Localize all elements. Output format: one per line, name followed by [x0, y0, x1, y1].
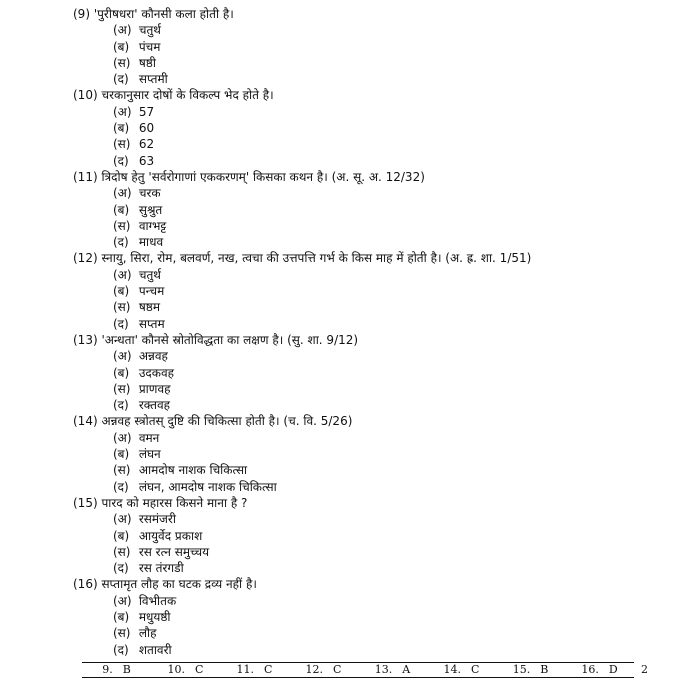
answer-letter: C	[333, 663, 342, 676]
option-text: 60	[138, 121, 155, 136]
option-b	[73, 609, 673, 625]
answer-key-item	[496, 663, 565, 677]
option-a	[73, 185, 673, 201]
option-label: (अ)	[113, 349, 132, 364]
option-label: (स)	[113, 463, 131, 478]
answer-key-item	[220, 663, 289, 677]
option-label: (अ)	[113, 593, 132, 608]
answer-key-item	[358, 663, 427, 677]
option-label: (अ)	[113, 512, 132, 527]
question-text: (14) अन्नवह स्त्रोतस् दुष्टि की चिकित्सा होती है। (च. वि. 5/26)	[73, 414, 353, 429]
option-text: माधव	[138, 235, 164, 250]
answer-letter: A	[402, 663, 411, 676]
option-c	[73, 381, 673, 397]
option-a	[73, 430, 673, 446]
answer-letter: C	[195, 663, 204, 676]
option-label: (ब)	[113, 284, 130, 299]
option-d	[73, 71, 673, 87]
option-b	[73, 283, 673, 299]
option-label: (स)	[113, 626, 131, 641]
question-14	[73, 413, 673, 494]
option-a	[73, 22, 673, 38]
option-label: (ब)	[113, 39, 130, 54]
answer-key-item	[565, 663, 634, 677]
option-label: (द)	[113, 642, 129, 657]
question-9	[73, 6, 673, 87]
answer-key-item	[427, 663, 496, 677]
option-label: (स)	[113, 218, 131, 233]
option-label: (द)	[113, 72, 129, 87]
option-label: (द)	[113, 398, 129, 413]
option-d	[73, 316, 673, 332]
question-text: (16) सप्तामृत लौह का घटक द्रव्य नहीं है।	[73, 577, 257, 592]
option-label: (स)	[113, 300, 131, 315]
option-c	[73, 625, 673, 641]
answer-letter: B	[540, 663, 549, 676]
option-c	[73, 544, 673, 560]
option-b	[73, 365, 673, 381]
answer-key-item	[82, 663, 151, 677]
answer-question-number: 9.	[102, 663, 113, 676]
option-label: (अ)	[113, 430, 132, 445]
option-b	[73, 528, 673, 544]
option-b	[73, 39, 673, 55]
question-12	[73, 250, 673, 331]
question-text: (9) 'पुरीषधरा' कौनसी कला होती है।	[73, 7, 234, 21]
option-label: (अ)	[113, 267, 132, 282]
option-text: आयुर्वेद प्रकाश	[138, 528, 203, 543]
option-a	[73, 593, 673, 609]
option-text: मधुयष्ठी	[138, 609, 171, 624]
answer-key-bar	[82, 662, 634, 678]
option-a	[73, 348, 673, 364]
answer-question-number: 10.	[167, 663, 186, 676]
option-label: (स)	[113, 137, 131, 152]
option-label: (द)	[113, 479, 129, 494]
option-d	[73, 153, 673, 169]
answer-question-number: 16.	[581, 663, 599, 676]
question-text: (15) पारद को महारस किसने माना है ?	[73, 495, 248, 510]
answer-key-item	[289, 663, 358, 677]
option-text: रसमंजरी	[138, 512, 176, 527]
option-text: आमदोष नाशक चिकित्सा	[138, 463, 248, 478]
option-a	[73, 104, 673, 120]
option-label: (स)	[113, 381, 131, 396]
option-text: सप्तमी	[138, 72, 168, 87]
question-16	[73, 576, 673, 657]
option-a	[73, 511, 673, 527]
option-b	[73, 120, 673, 136]
option-text: लंघन, आमदोष नाशक चिकित्सा	[138, 479, 277, 494]
option-text: लंघन	[138, 447, 161, 462]
option-text: 63	[138, 153, 155, 168]
option-c	[73, 462, 673, 478]
option-text: रक्तवह	[138, 398, 171, 413]
option-d	[73, 560, 673, 576]
question-13	[73, 332, 673, 413]
option-label: (द)	[113, 561, 129, 576]
option-label: (स)	[113, 55, 131, 70]
option-text: षष्ठम	[138, 300, 161, 315]
answer-letter: D	[608, 663, 618, 676]
option-label: (ब)	[113, 365, 130, 380]
option-text: 57	[138, 104, 155, 119]
option-b	[73, 202, 673, 218]
option-d	[73, 642, 673, 658]
option-text: वमन	[138, 430, 160, 445]
option-c	[73, 299, 673, 315]
option-label: (ब)	[113, 609, 130, 624]
option-label: (द)	[113, 153, 129, 168]
option-d	[73, 479, 673, 495]
option-label: (ब)	[113, 528, 130, 543]
page-number: 2	[641, 663, 648, 676]
answer-letter: B	[122, 663, 131, 676]
answer-question-number: 13.	[374, 663, 393, 676]
question-text: (11) त्रिदोष हेतु 'सर्वरोगाणां एककरणम्' किसका कथन है। (अ. सू. अ. 12/32)	[73, 169, 425, 184]
option-text: शतावरी	[138, 642, 172, 657]
question-15	[73, 495, 673, 576]
option-text: चतुर्थ	[138, 267, 161, 282]
option-c	[73, 136, 673, 152]
option-text: रस तंरगडी	[138, 561, 184, 576]
option-text: सुश्रुत	[138, 202, 163, 217]
answer-key-item	[151, 663, 220, 677]
option-text: पंचम	[138, 39, 161, 54]
option-text: उदकवह	[138, 365, 175, 380]
option-text: चतुर्थ	[138, 23, 161, 38]
option-text: षष्ठी	[138, 55, 156, 70]
option-c	[73, 55, 673, 71]
option-a	[73, 267, 673, 283]
option-text: अन्नवह	[138, 349, 168, 364]
question-11	[73, 169, 673, 250]
answer-question-number: 14.	[443, 663, 462, 676]
option-label: (अ)	[113, 186, 132, 201]
question-text: (12) स्नायु, सिरा, रोम, बलवर्ण, नख, त्वचा की उत्तपत्ति गर्भ के किस माह में होती है। (अ. ह्र. शा. 1/51)	[73, 251, 532, 266]
question-list	[73, 6, 673, 658]
answer-letter: C	[264, 663, 273, 676]
answer-letter: C	[471, 663, 480, 676]
option-c	[73, 218, 673, 234]
question-10	[73, 87, 673, 168]
option-d	[73, 234, 673, 250]
option-label: (ब)	[113, 121, 130, 136]
option-text: विभीतक	[138, 593, 177, 608]
question-text: (10) चरकानुसार दोषों के विकल्प भेद होते है।	[73, 88, 274, 103]
option-label: (ब)	[113, 202, 130, 217]
option-text: चरक	[138, 186, 161, 201]
answer-question-number: 11.	[236, 663, 255, 676]
option-text: लौह	[138, 626, 157, 641]
option-label: (स)	[113, 544, 131, 559]
option-text: सप्तम	[138, 316, 165, 331]
answer-question-number: 15.	[512, 663, 531, 676]
option-label: (द)	[113, 316, 129, 331]
option-b	[73, 446, 673, 462]
option-text: रस रत्न समुच्चय	[138, 544, 210, 559]
option-d	[73, 397, 673, 413]
option-text: वाग्भट्ट	[138, 218, 167, 233]
option-text: 62	[138, 137, 155, 152]
question-text: (13) 'अन्धता' कौनसे स्रोतोविद्धता का लक्षण है। (सु. शा. 9/12)	[73, 332, 359, 347]
option-label: (अ)	[113, 23, 132, 38]
option-label: (द)	[113, 235, 129, 250]
option-text: पन्चम	[138, 284, 165, 299]
answer-question-number: 12.	[305, 663, 324, 676]
option-label: (ब)	[113, 447, 130, 462]
option-label: (अ)	[113, 104, 132, 119]
option-text: प्राणवह	[138, 381, 171, 396]
